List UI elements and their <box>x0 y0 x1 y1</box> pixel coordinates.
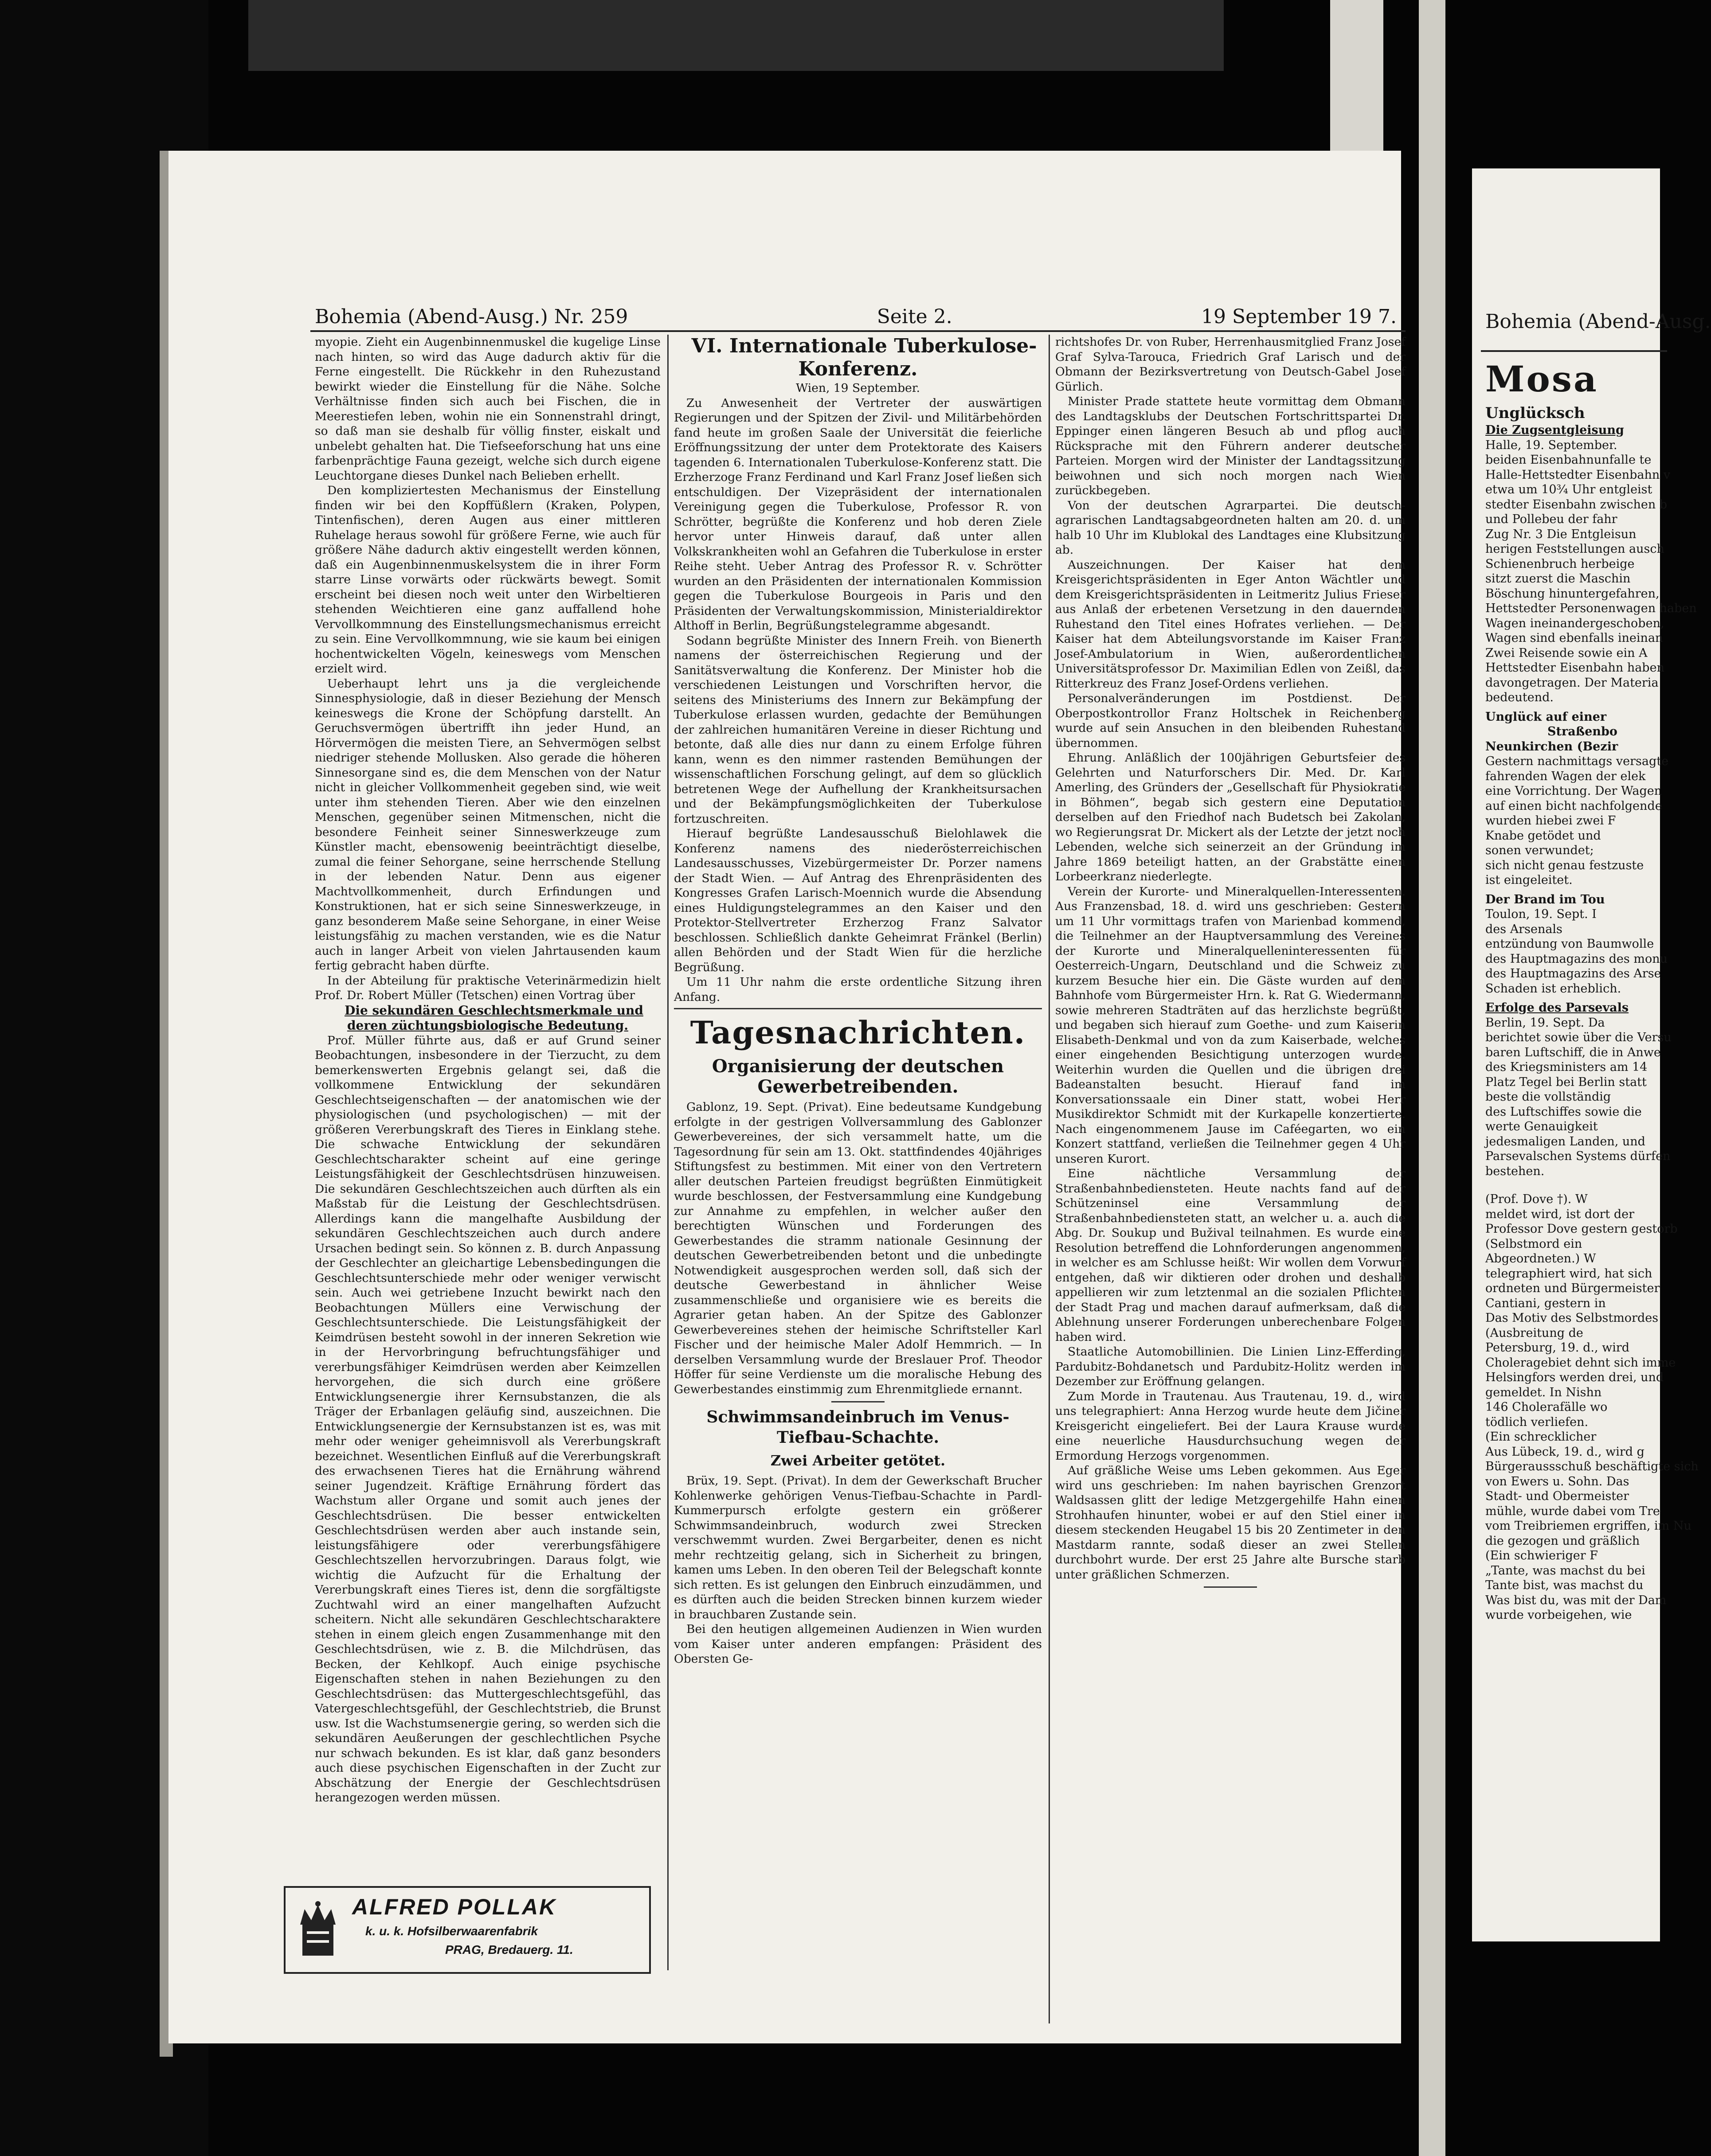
advertisement-box <box>284 1886 651 1974</box>
scan-edge-strip-right <box>1330 0 1383 151</box>
next-page-line: Petersburg, 19. d., wird <box>1485 1341 1630 1355</box>
col3-paragraph: Staatliche Automobillinien. Die Linien Linz-Efferding, Pardubitz-Bohdanetsch und Pardubitz-Holitz werden im Dezember zur Eröffnung gelangen. <box>1055 1345 1406 1388</box>
ad-company-name: ALFRED POLLAK <box>352 1894 557 1919</box>
column-divider <box>1049 335 1050 2023</box>
next-page-line: (Ausbreitung de <box>1485 1326 1583 1340</box>
section-title: Tagesnachrichten. <box>690 1014 1026 1051</box>
next-page-line: Aus Lübeck, 19. d., wird g <box>1485 1445 1644 1459</box>
scan-edge-strip-right2 <box>1419 0 1445 2156</box>
dateline: Wien, 19 September. <box>795 381 920 395</box>
next-page-line: berichtet sowie über die Versu <box>1485 1031 1672 1044</box>
next-page-line: ordneten und Bürgermeister <box>1485 1281 1660 1295</box>
crown-logo-icon <box>294 1900 342 1958</box>
col2-paragraph: Gablonz, 19. Sept. (Privat). Eine bedeutsame Kundgebung erfolgte in der gestrigen Vollversammlung des Gablonzer Gewerbevereines, der sich versammelt hatte, um die Tagesordnung für sein am 13. Okt. stattfindendes 40jähriges Stiftungsfest zu bestimmen. Mit einer von den Vertretern aller deutschen Parteien freudigst begrüßten Einmütigkeit wurde beschlossen, der Festversammlung eine Kundgebung zur Annahme zu empfehlen, in welcher außer den berechtigten Wünschen und Forderungen des Gewerbestandes die stramm nationale Gesinnung der deutschen Gewerbetreibenden betont und die unbedingte Notwendigkeit ausgesprochen werden soll, daß sich der deutsche Gewerbestand in ähnlicher Weise zusammenschließe und organisiere wie es bereits die Agrarier getan haben. An der Spitze des Gablonzer Gewerbevereines stehen der heimische Schriftsteller Karl Fischer und der heimische Maler Adolf Hemmrich. — In derselben Versammlung wurde der Breslauer Prof. Theodor Höffer für seine Verdienste um die moralische Hebung des Gewerbestandes einstimmig zum Ehrenmitgliede ernannt. <box>674 1100 1042 1396</box>
next-page-line: Platz Tegel bei Berlin statt <box>1485 1075 1647 1089</box>
section-heading: VI. Internationale Tuberkulose-Konferenz. <box>691 335 1037 380</box>
col1-paragraph: Ueberhaupt lehrt uns ja die vergleichende Sinnesphysiologie, daß in dieser Beziehung der Mensch keineswegs die Krone der Schöpfung darstellt. An Geruchsvermögen übertrifft ihn jeder Hund, an Hörvermögen die meisten Tiere, an Sehvermögen selbst niedriger stehende Mollusken. Also gerade die höheren Sinnesorgane sind es, die dem Menschen von der Natur nicht in gleicher Vollkommenheit gegeben sind, wie weit unter ihm stehenden Tieren. Aber wie den einzelnen Menschen, gegenüber seinen Mitmenschen, nicht die besondere Feinheit seiner Sinneswerkzeuge zum Künstler macht, ebensowenig beeinträchtigt dieselbe, zumal die feiner Sehorgane, seine herrschende Stellung in der lebenden Natur. Denn aus eigener Machtvollkommenheit, durch Erfindungen und Konstruktionen, hat er sich seine Sinneswerkzeuge, in ganz besonderem Maße seine Sehorgane, in einer Weise leistungsfähig zu machen verstanden, wie es die Natur auch in langer Arbeit von vielen Jahrtausenden kaum fertig gebracht haben dürfte. <box>315 676 661 973</box>
article-heading: Organisierung der deutschen Gewerbetreibenden. <box>712 1056 1004 1097</box>
col1-paragraph: Den kompliziertesten Mechanismus der Einstellung finden wir bei den Kopffüßlern (Kraken, Polypen, Tintenfischen), deren Augen aus einer mittleren Ruhelage heraus sowohl für größere Ferne, wie auch für größere Nähe dadurch aktiv eingestellt werden können, daß ein Augenbinnenmuskelsystem die in ihrer Form starre Linse vorwärts oder rückwärts bewegt. Somit erscheint bei diesen noch weit unter den Wirbeltieren stehenden Weichtieren eine ganz auffallend hohe Vervollkommnung des Einstellungsmechanismus erreicht zu sein. Eine Vervollkommnung, wie sie kaum bei einigen hochentwickelten Vögeln, keineswegs vom Menschen erzielt wird. <box>315 484 661 676</box>
next-page-header-rule <box>1481 350 1667 352</box>
col2-paragraph: Hierauf begrüßte Landesausschuß Bielohlawek die Konferenz namens des niederösterreichischen Landesausschusses, Vizebürgermeister Dr. Porzer namens der Stadt Wien. — Auf Antrag des Ehrenpräsidenten des Kongresses Grafen Larisch-Moennich wurde die Absendung eines Huldigungstelegrammes an den Kaiser und den Protektor-Stellvertreter Erzherzog Franz Salvator beschlossen. Schließlich dankte Geheimrat Fränkel (Berlin) allen Behörden und der Stadt Wien für die herzliche Begrüßung. <box>674 827 1042 974</box>
next-page-line: Zwei Reisende sowie ein A <box>1485 646 1648 660</box>
next-page-line: auf einen bicht nachfolgende <box>1485 799 1662 813</box>
col2-paragraph: Brüx, 19. Sept. (Privat). In dem der Gewerkschaft Brucher Kohlenwerke gehörigen Venus-Tiefbau-Schachte in Pardl-Kummerpursch erfolgte gestern ein größerer Schwimmsandeinbruch, wodurch zwei Strecken verschwemmt wurden. Zwei Bergarbeiter, denen es nicht mehr rechtzeitig gelang, sich in Sicherheit zu bringen, kamen ums Leben. In den oberen Teil der Belegschaft konnte sich retten. Es ist gelungen den Einbruch einzudämmen, und es dürften auch die beiden Strecken binnen kurzem wieder in brauchbaren Zustande sein. <box>674 1474 1042 1621</box>
next-page-line: Professor Dove gestern gestorb <box>1485 1222 1678 1236</box>
article-heading: Schwimmsandeinbruch im Venus-Tiefbau-Schachte. <box>706 1408 1010 1447</box>
section-heading: Die sekundären Geschlechtsmerkmale und deren züchtungsbiologische Bedeutung. <box>345 1003 643 1033</box>
page-header <box>315 293 1397 328</box>
next-page-header: Bohemia (Abend-Ausg. <box>1485 310 1711 333</box>
next-page-line: gemeldet. In Nishn <box>1485 1385 1602 1399</box>
next-page-column <box>1485 355 1699 1623</box>
col3-paragraph: richtshofes Dr. von Ruber, Herrenhausmitglied Franz Josef Graf Sylva-Tarouca, Friedrich Graf Larisch und der Obmann der Bezirksvertretung von Deutsch-Gabel Josef Gürlich. <box>1055 335 1406 394</box>
next-page-line: mühle, wurde dabei vom Tre <box>1485 1504 1660 1518</box>
next-page-line: jedesmaligen Landen, und <box>1485 1134 1645 1148</box>
next-page-line: Wagen ineinandergeschoben, <box>1485 616 1664 630</box>
next-page-line: 146 Cholerafälle wo <box>1485 1400 1608 1414</box>
col3-paragraph: Auf gräßliche Weise ums Leben gekommen. Aus Eger wird uns geschrieben: Im nahen bayrischen Grenzort Waldsassen glitt der ledige Metzgergehilfe Hahn einen Strohhaufen hinunter, wobei er auf den Stiel einer in diesem steckenden Heugabel 15 bis 20 Zentimeter in den Mastdarm rannte, sodaß dieser an zwei Stellen durchbohrt wurde. Der erst 25 Jahre alte Bursche starb unter gräßlichen Schmerzen. <box>1055 1464 1406 1582</box>
next-page-line: Gestern nachmittags versagte <box>1485 754 1669 768</box>
next-page-line: Unglück auf einer <box>1485 710 1607 724</box>
next-page-title: Mosa <box>1485 358 1598 400</box>
header-center: Seite 2. <box>877 305 952 328</box>
column-3 <box>1055 335 1406 1922</box>
next-page-line: entzündung von Baumwolle <box>1485 937 1654 951</box>
next-page-line: werte Genauigkeit <box>1485 1120 1598 1133</box>
next-page-line: wurden hiebei zwei F <box>1485 814 1616 828</box>
next-page-line: Schienenbruch herbeige <box>1485 557 1635 571</box>
next-page-line: Knabe getödet und <box>1485 828 1601 843</box>
next-page-line: Die Zugsentgleisung <box>1485 423 1624 437</box>
next-page-line: davongetragen. Der Materia <box>1485 676 1659 690</box>
next-page-line: Der Brand im Tou <box>1485 892 1605 906</box>
column-2 <box>674 335 1042 2023</box>
col3-paragraph: Minister Prade stattete heute vormittag dem Obmann des Landtagsklubs der Deutschen Fortschrittspartei Dr. Eppinger einen längeren Besuch ab und pflog auch Rücksprache mit den Führern anderer deutscher Parteien. Morgen wird der Minister der Landtagssitzung beiwohnen und sich noch morgen nach Wien zurückbegeben. <box>1055 394 1406 497</box>
next-page-line: sonen verwundet; <box>1485 844 1594 857</box>
next-page-line: eine Vorrichtung. Der Wagen <box>1485 784 1662 798</box>
next-page-line: Erfolge des Parsevals <box>1485 1001 1629 1015</box>
col1-paragraph: In der Abteilung für praktische Veterinärmedizin hielt Prof. Dr. Robert Müller (Tetschen) einen Vortrag über <box>315 973 661 1002</box>
next-page-line: des Hauptmagazins des monu <box>1485 952 1668 966</box>
article-rule <box>1204 1586 1257 1588</box>
next-page-line: und Pollebeu der fahr <box>1485 512 1617 526</box>
next-page-line: Unglücksch <box>1485 404 1585 422</box>
column-divider <box>667 335 669 1970</box>
next-page-line: Zug Nr. 3 Die Entgleisun <box>1485 527 1637 541</box>
next-page-line: vom Treibriemen ergriffen, im Nu <box>1485 1519 1691 1533</box>
next-page-line: des Hauptmagazins des Arse <box>1485 967 1661 980</box>
next-page-line: Cantiani, gestern in <box>1485 1296 1606 1310</box>
article-rule <box>831 1401 885 1402</box>
next-page-line: (Ein schwieriger F <box>1485 1549 1598 1562</box>
next-page-line: sitzt zuerst die Maschin <box>1485 572 1631 586</box>
next-page-line: Berlin, 19. Sept. Da <box>1485 1016 1605 1030</box>
next-page-line: des Kriegsministers am 14 <box>1485 1060 1648 1074</box>
next-page-line: Helsingfors werden drei, und <box>1485 1371 1664 1384</box>
next-page-line: Stadt- und Obermeister <box>1485 1489 1629 1503</box>
next-page-line: telegraphiert wird, hat sich <box>1485 1266 1652 1281</box>
col1-paragraph: myopie. Zieht ein Augenbinnenmuskel die kugelige Linse nach hinten, so wird das Auge dadurch aktiv für die Ferne eingestellt. Die Rückkehr in den Ruhezustand bewirkt wieder die Einstellung für die Nähe. Solche Verhältnisse finden sich auch bei Fischen, die in Meerestiefen leben, wohin nie ein Sonnenstrahl dringt, so daß man sie deshalb für völlig finster, eiskalt und unbelebt gehalten hat. Die Tiefseeforschung hat uns eine farbenprächtige Fauna gezeigt, welche sich durch eigene Leuchtorgane dieses Dunkel nach Belieben erhellt. <box>315 335 661 483</box>
next-page-line: bestehen. <box>1485 1164 1545 1178</box>
next-page-fragment <box>1472 168 1711 1941</box>
next-page-line: herigen Feststellungen ausch <box>1485 542 1664 556</box>
next-page-line: Böschung hinuntergefahren, <box>1485 586 1660 601</box>
next-page-line: (Selbstmord ein <box>1485 1237 1582 1251</box>
next-page-line: etwa um 10¾ Uhr entgleist <box>1485 483 1652 496</box>
next-page-line: Das Motiv des Selbstmordes <box>1485 1311 1659 1325</box>
next-page-line: ist eingeleitet. <box>1485 873 1573 887</box>
next-page-line: stedter Eisenbahn zwischen b <box>1485 497 1668 512</box>
col3-paragraph: Verein der Kurorte- und Mineralquellen-Interessenten. Aus Franzensbad, 18. d. wird uns geschrieben: Gestern um 11 Uhr vormittags trafen von Marienbad kommend, die Teilnehmer an der Hauptversammlung des Vereines der Kurorte und Mineralquelleninteressenten für Oesterreich-Ungarn, Deutschland und die Schweiz zu kurzem Besuche hier ein. Die Gäste wurden auf dem Bahnhofe vom Bürgermeister Hrn. k. Rat G. Wiedermann, sowie mehreren Stadträten auf das herzlichste begrüßt, und begaben sich hierauf zum Goethe- und zum Kaiserin Elisabeth-Denkmal und von da zum Kaiserbade, welches einer eingehenden Besichtigung unterzogen wurde. Weiterhin wurden die Quellen und die übrigen drei Badeanstalten besucht. Hierauf fand im Konversationssaale ein Diner statt, wobei Herr Musikdirektor Schmidt mit der Kurkapelle konzertierte. Nach eingenommenem Jause im Caféegarten, wo ein Konzert stattfand, verließen die Teilnehmer gegen 4 Uhr unseren Kurort. <box>1055 884 1406 1166</box>
next-page-line: des Arsenals <box>1485 922 1562 936</box>
next-page-line: die gezogen und gräßlich <box>1485 1534 1640 1548</box>
next-page-line: Hettstedter Eisenbahn haben <box>1485 661 1664 675</box>
next-page-line: Neunkirchen (Bezir <box>1485 739 1618 754</box>
next-page-line: von Ewers u. Sohn. Das <box>1485 1474 1629 1488</box>
next-page-line: Tante bist, was machst du <box>1485 1578 1644 1592</box>
next-page-line: sich nicht genau festzuste <box>1485 858 1644 872</box>
next-page-line: tödlich verliefen. <box>1485 1415 1589 1429</box>
next-page-line: Schaden ist erheblich. <box>1485 981 1621 996</box>
col3-paragraph: Eine nächtliche Versammlung der Straßenbahnbediensteten. Heute nachts fand auf der Schützeninsel eine Versammlung der Straßenbahnbediensteten statt, an welcher u. a. auch die Abg. Dr. Soukup und Bužival teilnahmen. Es wurde eine Resolution betreffend die Lohnforderungen angenommen, in welcher es am Schlusse heißt: Wir wollen dem Vorwurf entgehen, daß wir diktieren oder drohen und deshalb appellieren wir zum letztenmal an die sozialen Pflichten der Stadt Prag und machen darauf aufmerksam, daß die Ablehnung unserer Forderungen unberechenbare Folgen haben wird. <box>1055 1167 1406 1344</box>
next-page-line: Toulon, 19. Sept. I <box>1485 907 1597 921</box>
ad-company-line1: k. u. k. Hofsilberwaarenfabrik <box>365 1924 538 1938</box>
col3-paragraph: Personalveränderungen im Postdienst. Der Oberpostkontrollor Franz Holtschek in Reichenberg wurde auf sein Ansuchen in den bleibenden Ruhestand übernommen. <box>1055 691 1406 750</box>
next-page-line: des Luftschiffes sowie die <box>1485 1105 1642 1119</box>
col3-paragraph: Ehrung. Anläßlich der 100jährigen Geburtsfeier des Gelehrten und Naturforschers Dir. Med. Dr. Karl Amerling, des Gründers der „Gesellschaft für Physiokratie in Böhmen“, begab sich gestern eine Deputation derselben auf den Friedhof nach Budetsch bei Zakolan, wo Regierungsrat Dr. Mickert als der Letzte der jetzt noch Lebenden, welche sich seinerzeit an der Gründung im Jahre 1869 beteiligt hatten, an der Grabstätte einen Lorbeerkranz niederlegte. <box>1055 751 1406 883</box>
next-page-line: fahrenden Wagen der elek <box>1485 769 1646 783</box>
next-page-line: Choleragebiet dehnt sich imme <box>1485 1355 1676 1370</box>
next-page-line: Abgeordneten.) W <box>1485 1252 1596 1265</box>
next-page-line: Was bist du, was mit der Dam <box>1485 1593 1667 1607</box>
next-page-line: (Ein schrecklicher <box>1485 1430 1597 1444</box>
col3-paragraph: Zum Morde in Trautenau. Aus Trautenau, 19. d., wird uns telegraphiert: Anna Herzog wurde heute dem Jičiner Kreisgericht eingeliefert. Bei der Laura Krause wurde eine neuerliche Hausdurchsuchung wegen der Ermordung Herzogs vorgenommen. <box>1055 1389 1406 1463</box>
next-page-line: bedeutend. <box>1485 691 1554 704</box>
next-page-line: Halle, 19. September. <box>1485 438 1617 452</box>
section-rule <box>674 1008 1042 1009</box>
col2-paragraph: Zu Anwesenheit der Vertreter der auswärtigen Regierungen und der Spitzen der Zivil- und Militärbehörden fand heute im großen Saale der Universität die feierliche Eröffnungssitzung der unter dem Protektorate des Kaisers tagenden 6. Internationalen Tuberkulose-Konferenz statt. Die Erzherzoge Franz Ferdinand und Karl Franz Josef ließen sich entschuldigen. Der Vizepräsident der internationalen Vereinigung gegen die Tuberkulose, Professor R. von Schrötter, begrüßte die Konferenz und hob deren Ziele hervor unter Hinweis darauf, daß unter allen Volkskrankheiten wohl an Gefahren die Tuberkulose in erster Reihe steht. Ueber Antrag des Professor R. v. Schrötter wurden an den Präsidenten der internationalen Kommission gegen die Tuberkulose Bourgeois in Paris und den Präsidenten der Verwaltungskommission, Ministerialdirektor Althoff in Berlin, Begrüßungstelegramme abgesandt. <box>674 396 1042 633</box>
next-page-line: beiden Eisenbahnunfalle te <box>1485 453 1652 467</box>
next-page-line: „Tante, was machst du bei <box>1485 1563 1645 1578</box>
header-rule <box>310 330 1406 332</box>
next-page-line: baren Luftschiff, die in Anwe <box>1485 1045 1661 1059</box>
column-1 <box>315 335 661 1851</box>
col2-paragraph: Um 11 Uhr nahm die erste ordentliche Sitzung ihren Anfang. <box>674 975 1042 1004</box>
next-page-line: meldet wird, ist dort der <box>1485 1207 1634 1221</box>
article-subheading: Zwei Arbeiter getötet. <box>770 1452 946 1469</box>
next-page-line: Halle-Hettstedter Eisenbahn v <box>1485 468 1671 482</box>
next-page-line: Wagen sind ebenfalls ineinan <box>1485 631 1663 645</box>
next-page-line: (Prof. Dove †). W <box>1485 1192 1588 1206</box>
scan-edge-top <box>248 0 1224 71</box>
header-left: Bohemia (Abend-Ausg.) Nr. 259 <box>315 305 628 328</box>
next-page-line: Hettstedter Personenwagen haben <box>1485 601 1697 615</box>
col3-paragraph: Auszeichnungen. Der Kaiser hat dem Kreisgerichtspräsidenten in Eger Anton Wächtler und dem Kreisgerichtspräsidenten in Leitmeritz Julius Frieser aus Anlaß der erbetenen Versetzung in den dauernden Ruhestand den Titel eines Hofrates verliehen. — Der Kaiser hat dem Abteilungsvorstande im Kaiser Franz Josef-Ambulatorium in Wien, außerordentlichen Universitätsprofessor Dr. Maximilian Edlen von Zeißl, das Ritterkreuz des Franz Josef-Ordens verliehen. <box>1055 558 1406 691</box>
ad-company-address: PRAG, Bredauerg. 11. <box>445 1943 573 1957</box>
header-right: 19 September 19 7. <box>1201 305 1397 328</box>
col3-paragraph: Von der deutschen Agrarpartei. Die deutsch-agrarischen Landtagsabgeordneten halten am 20. d. um halb 10 Uhr im Klublokal des Landtages eine Klubsitzung ab. <box>1055 498 1406 557</box>
next-page-line: Bürgeraussschuß beschäftigte sich <box>1485 1460 1699 1473</box>
col1-paragraph: Prof. Müller führte aus, daß er auf Grund seiner Beobachtungen, insbesondere in der Tierzucht, zu dem bemerkenswerten Ergebnis gelangt sei, daß die vollkommene Entwicklung der sekundären Geschlechtseigenschaften — der anatomischen wie der physiologischen (und psychologischen) — mit der größeren Vererbungskraft des Tieres in Einklang stehe. Die schwache Entwicklung der sekundären Geschlechtscharakter scheint auf eine geringe Leistungsfähigkeit der Geschlechtsdrüsen hinzuweisen. Die sekundären Geschlechtszeichen auch dürften als ein Maßstab für die Leistung der Geschlechtsdrüsen. Allerdings kann die mangelhafte Ausbildung der sekundären Geschlechtszeichen auch durch andere Ursachen bedingt sein. So können z. B. durch Anpassung der Geschlechter an gleichartige Lebensbedingungen die Geschlechtsunterschiede mehr oder weniger verwischt sein. Auch wei getriebene Inzucht bewirkt nach den Beobachtungen Müllers eine Verwischung der Geschlechtsunterschiede. Die Leistungsfähigkeit der Keimdrüsen besteht sowohl in der inneren Sekretion wie in der Hervorbringung befruchtungsfähiger und vererbungsfähiger Keimdrüsen werden aber Keimzellen hervorgehen, die sich durch eine größere Entwicklungsenergie ihrer Kernsubstanzen, die als Träger der Erbanlagen geläufig sind, auszeichnen. Die Entwicklungsenergie der Kernsubstanzen ist es, was mit mehr oder weniger geheimnisvoll als Vererbungskraft bezeichnet. Wesentlichen Einfluß auf die Vererbungskraft des erwachsenen Tieres hat die Ernährung während seiner Jugendzeit. Kräftige Ernährung fördert das Wachstum aller Organe und somit auch jenes der Geschlechtsdrüsen. Die besser entwickelten Geschlechtsdrüsen werden aber auch instande sein, leistungsfähigere oder vererbungsfähigere Geschlechtszellen hervorzubringen. Daraus folgt, wie wichtig die Aufzucht für die Erhaltung der Vererbungskraft eines Tieres ist, denn die sorgfältigste Zuchtwahl wird an einer mangelhaften Aufzucht scheitern. Nicht alle sekundären Geschlechtscharaktere stehen in einem gleich engen Zusammenhange mit den Geschlechtsdrüsen, wie z. B. die Milchdrüsen, das Becken, der Kehlkopf. Auch einige psychische Eigenschaften stehen in nahen Beziehungen zu den Geschlechtsdrüsen: das Muttergeschlechtsgefühl, das Vatergeschlechtsgefühl, der Geschlechtstrieb, die Brunst usw. Ist die Wachstumsenergie gering, so werden sich die sekundären Aeußerungen der geschlechtlichen Psyche nur schwach bekunden. Es ist klar, daß ganz besonders auch diese psychischen Eigenschaften in der Zucht zur Abschätzung der Energie der Geschlechtsdrüsen herangezogen werden müssen. <box>315 1033 661 1804</box>
col2-paragraph: Bei den heutigen allgemeinen Audienzen in Wien wurden vom Kaiser unter anderen empfangen: Präsident des Obersten Ge- <box>674 1622 1042 1666</box>
next-page-line: wurde vorbeigehen, wie <box>1485 1608 1632 1622</box>
col2-paragraph: Sodann begrüßte Minister des Innern Freih. von Bienerth namens der österreichischen Regierung und der Sanitätsverwaltung die Konferenz. Der Minister hob die verschiedenen Leistungen und Vorschriften hervor, die seitens des Ministeriums des Innern zur Bekämpfung der Tuberkulose erlassen wurden, gedachte der Bemühungen der zahlreichen humanitären Vereine in dieser Richtung und betonte, daß alle dies nur dann zu einem Erfolge führen kann, wenn es den nimmer rastenden Bemühungen der wissenschaftlichen Forschung gelingt, auf dem so glücklich betretenen Wege der Aufhellung der Krankheitsursachen und der Bekämpfungsmöglichkeiten der Tuberkulose fortzuschreiten. <box>674 633 1042 826</box>
next-page-line: beste die vollständig <box>1485 1090 1611 1104</box>
next-page-line: Parsevalschen Systems dürfen <box>1485 1149 1671 1163</box>
next-page-line: Straßenbo <box>1547 725 1617 738</box>
